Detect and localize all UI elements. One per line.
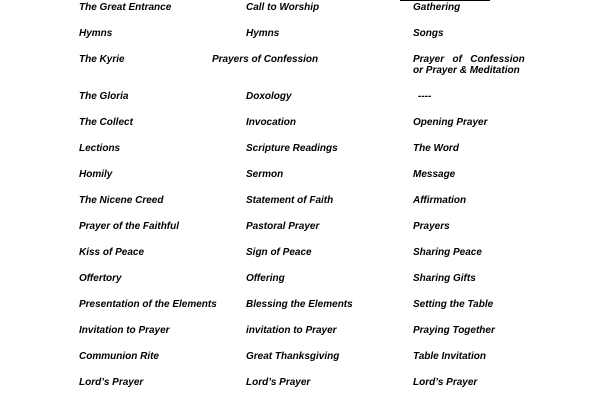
row-col3: Affirmation: [413, 195, 467, 206]
row-col1: The Great Entrance: [79, 2, 172, 13]
row-col2: Lord’s Prayer: [246, 377, 311, 388]
row-col1: The Gloria: [79, 91, 129, 102]
row-col1: Lord’s Prayer: [79, 377, 144, 388]
row-col1: Hymns: [79, 28, 113, 39]
row-col3: The Word: [413, 143, 459, 154]
row-col2: Scripture Readings: [246, 143, 338, 154]
row-col1: Presentation of the Elements: [79, 299, 217, 310]
row-col2: Pastoral Prayer: [246, 221, 320, 232]
row-col3: Songs: [413, 28, 444, 39]
row-col1: Kiss of Peace: [79, 247, 145, 258]
row-col2: Sign of Peace: [246, 247, 312, 258]
row-col3-line2: or Prayer & Meditation: [413, 65, 520, 76]
row-col3: Prayer of Confession: [413, 54, 525, 65]
row-col3: Opening Prayer: [413, 117, 488, 128]
row-col3: Message: [413, 169, 456, 180]
row-col3: Table Invitation: [413, 351, 486, 362]
row-col3: ----: [418, 91, 432, 102]
row-col3: Sharing Peace: [413, 247, 482, 258]
row-col1: Communion Rite: [79, 351, 159, 362]
row-col3: Setting the Table: [413, 299, 494, 310]
row-col2: Great Thanksgiving: [246, 351, 340, 362]
row-col3: Lord’s Prayer: [413, 377, 478, 388]
row-col2: Offering: [246, 273, 285, 284]
row-col3: Sharing Gifts: [413, 273, 476, 284]
row-col3: Praying Together: [413, 325, 495, 336]
row-col2: Sermon: [246, 169, 284, 180]
row-col1: Homily: [79, 169, 113, 180]
row-col2: Doxology: [246, 91, 292, 102]
row-col2: Blessing the Elements: [246, 299, 353, 310]
row-col1: The Kyrie: [79, 54, 125, 65]
row-col2: invitation to Prayer: [246, 325, 337, 336]
top-rule: [400, 0, 490, 1]
row-col1: Lections: [79, 143, 121, 154]
row-col2: Call to Worship: [246, 2, 320, 13]
row-col1: Prayer of the Faithful: [79, 221, 180, 232]
row-col1: The Nicene Creed: [79, 195, 164, 206]
row-col2: Invocation: [246, 117, 297, 128]
row-col3: Prayers: [413, 221, 450, 232]
row-col1: Offertory: [79, 273, 122, 284]
row-col1: Invitation to Prayer: [79, 325, 170, 336]
row-col3: Gathering: [413, 2, 461, 13]
row-col2: Prayers of Confession: [212, 54, 319, 65]
row-col2: Statement of Faith: [246, 195, 334, 206]
row-col1: The Collect: [79, 117, 133, 128]
row-col2: Hymns: [246, 28, 280, 39]
